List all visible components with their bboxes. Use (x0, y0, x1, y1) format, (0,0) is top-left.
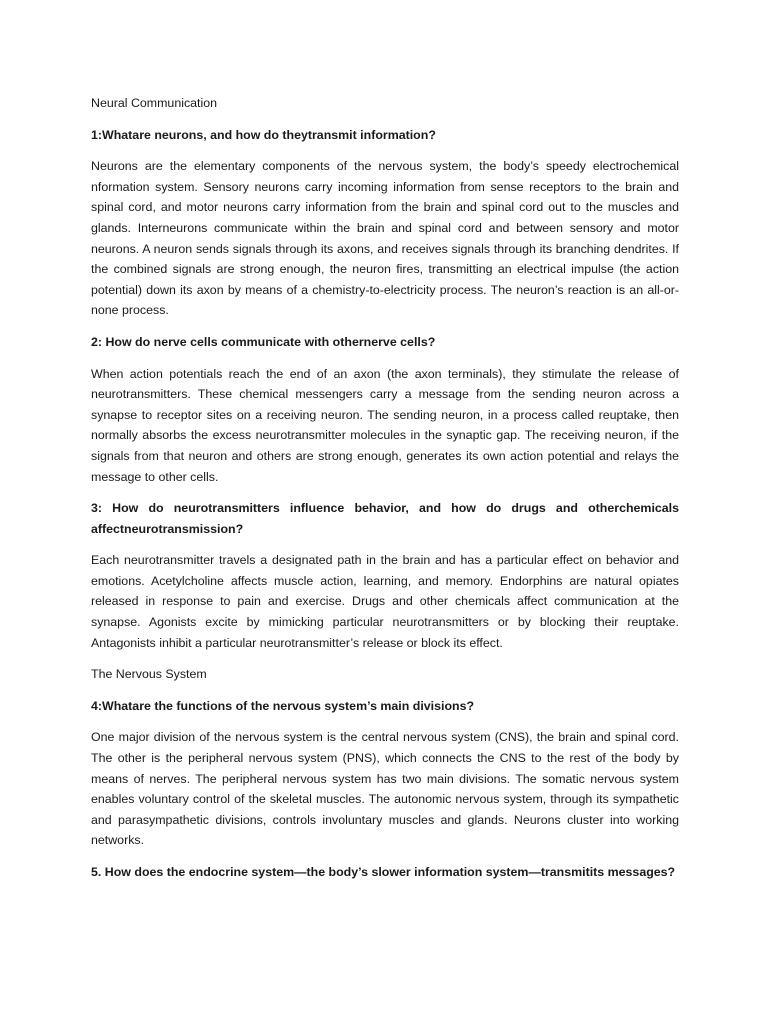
question-4: 4:Whatare the functions of the nervous system’s main divisions? (91, 698, 475, 713)
answer-paragraph-4: One major division of the nervous system is the central nervous system (CNS), the brain and spinal cord. The other is the peripheral nervous system (PNS), which connects the CNS to the rest of the body by means of nerves. The peripheral nervous system has two main divisions. The somatic nervous system enables voluntary control of the skeletal muscles. The autonomic nervous system, through its sympathetic and parasympathetic divisions, controls involuntary muscles and glands. Neurons cluster into working networks. (91, 730, 679, 848)
question-2: 2: How do nerve cells communicate with othernerve cells? (91, 334, 436, 349)
section-heading: The Nervous System (91, 667, 207, 682)
answer-paragraph-1: Neurons are the elementary components of the nervous system, the body’s speedy electrochemical nformation system. Sensory neurons carry incoming information from sense receptors to the brain and spinal cord, and motor neurons carry information from the brain and spinal cord out to the muscles and glands. Interneurons communicate within the brain and spinal cord and between sensory and motor neurons. A neuron sends signals through its axons, and receives signals through its branching dendrites. If the combined signals are strong enough, the neuron fires, transmitting an electrical impulse (the action potential) down its axon by means of a chemistry-to-electricity process. The neuron’s reaction is an all-or-none process. (91, 159, 679, 318)
answer-paragraph-3: Each neurotransmitter travels a designated path in the brain and has a particular effect on behavior and emotions. Acetylcholine affects muscle action, learning, and memory. Endorphins are natural opiates released in response to pain and exercise. Drugs and other chemicals affect communication at the synapse. Agonists excite by mimicking particular neurotransmitters or by blocking their reuptake. Antagonists inhibit a particular neurotransmitter’s release or block its effect. (91, 553, 679, 650)
document-page (91, 93, 679, 894)
question-1: 1:Whatare neurons, and how do theytransmit information? (91, 127, 436, 142)
question-3: 3: How do neurotransmitters influence behavior, and how do drugs and otherchemicals affectneurotransmission? (91, 501, 679, 536)
section-heading: Neural Communication (91, 96, 218, 110)
question-5: 5. How does the endocrine system—the body’s slower information system—transmitits messages? (91, 865, 676, 879)
answer-paragraph-2: When action potentials reach the end of an axon (the axon terminals), they stimulate the release of neurotransmitters. These chemical messengers carry a message from the sending neuron across a synapse to receptor sites on a receiving neuron. The sending neuron, in a process called reuptake, then normally absorbs the excess neurotransmitter molecules in the synaptic gap. The receiving neuron, if the signals from that neuron and others are strong enough, generates its own action potential and relays the message to other cells. (91, 366, 679, 484)
